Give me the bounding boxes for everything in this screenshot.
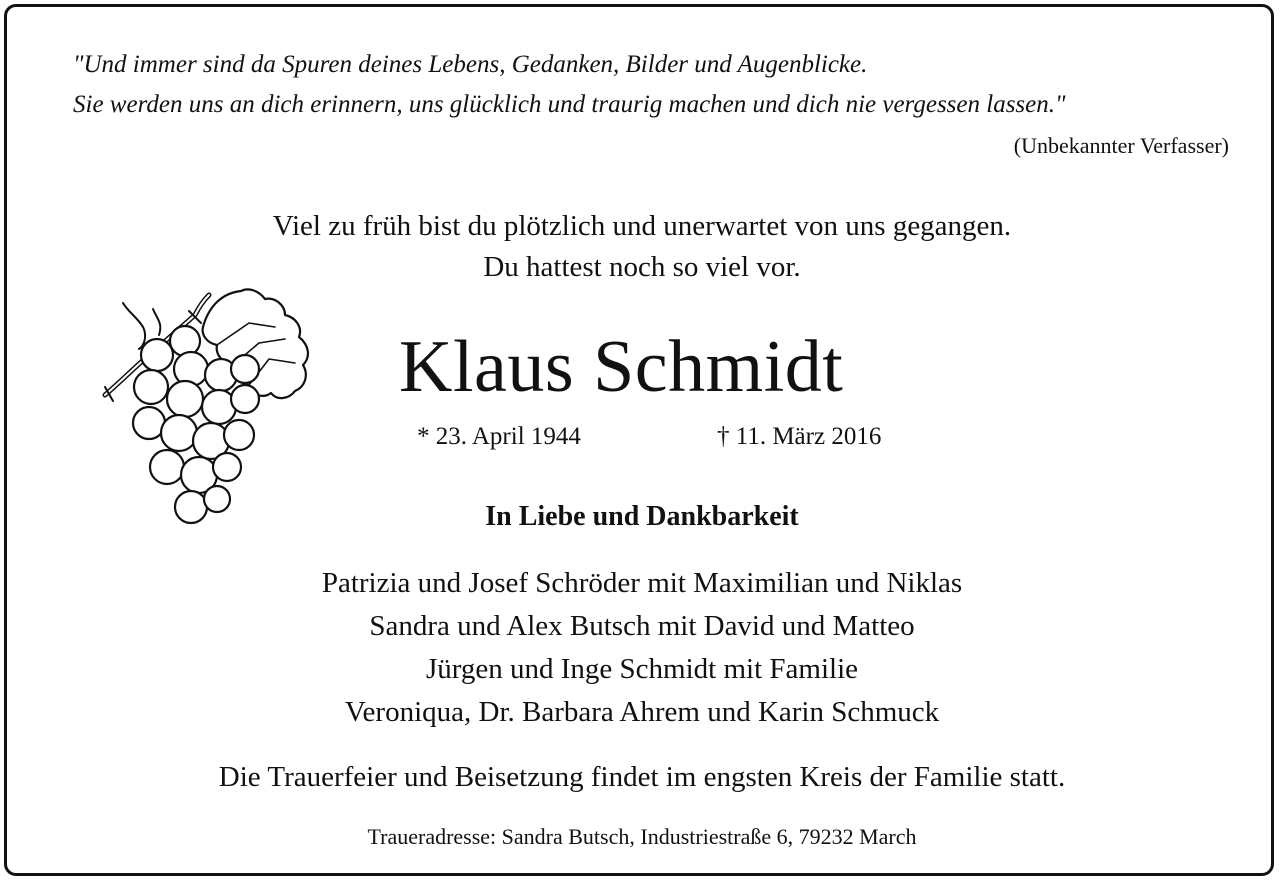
death-date: † 11. März 2016 bbox=[717, 423, 882, 450]
quote-line-1: "Und immer sind da Spuren deines Lebens, Gedanken, Bilder und Augenblicke. bbox=[73, 51, 868, 78]
family-line: Sandra und Alex Butsch mit David und Matteo bbox=[369, 610, 915, 642]
deceased-name: Klaus Schmidt bbox=[399, 326, 844, 408]
quote-author: (Unbekannter Verfasser) bbox=[1013, 133, 1229, 158]
intro-line-1: Viel zu früh bist du plötzlich und unerwartet von uns gegangen. bbox=[272, 210, 1012, 242]
grapes-icon bbox=[99, 283, 313, 527]
family-line: Jürgen und Inge Schmidt mit Familie bbox=[425, 653, 858, 685]
family-line: Veroniqua, Dr. Barbara Ahrem und Karin Schmuck bbox=[344, 696, 940, 728]
birth-date: * 23. April 1944 bbox=[417, 423, 581, 450]
ceremony-note: Die Trauerfeier und Beisetzung findet im engsten Kreis der Familie statt. bbox=[218, 761, 1066, 793]
intro-line-2: Du hattest noch so viel vor. bbox=[483, 251, 801, 283]
mourning-address: Traueradresse: Sandra Butsch, Industriestraße 6, 79232 March bbox=[367, 824, 917, 849]
family-line: Patrizia und Josef Schröder mit Maximilian und Niklas bbox=[321, 567, 963, 599]
obituary-card bbox=[4, 4, 1274, 876]
quote-line-2: Sie werden uns an dich erinnern, uns glücklich und traurig machen und dich nie vergessen lassen." bbox=[73, 91, 1066, 118]
thanks-heading: In Liebe und Dankbarkeit bbox=[485, 501, 799, 532]
